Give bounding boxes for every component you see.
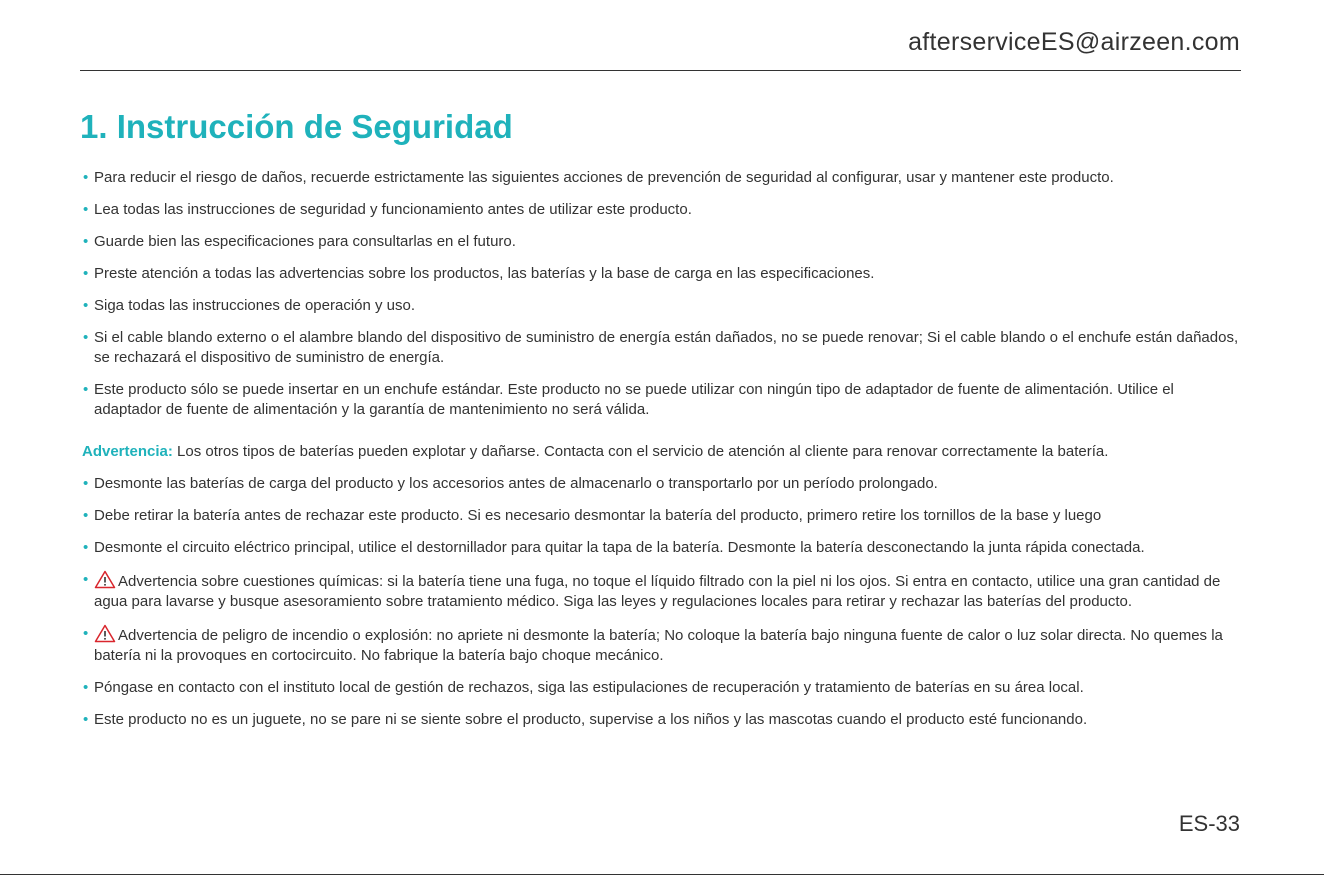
bullet: • — [83, 711, 89, 728]
list-item — [82, 168, 1242, 188]
list-item — [82, 264, 1242, 284]
list-item-text: Póngase en contacto con el instituto local de gestión de rechazos, siga las estipulaciones de recuperación y tratamiento de baterías en su área local. — [94, 679, 1084, 696]
bullet: • — [83, 265, 89, 282]
bullet: • — [83, 233, 89, 250]
bullet: • — [83, 571, 89, 588]
warning-text: Los otros tipos de baterías pueden explotar y dañarse. Contacta con el servicio de atención al cliente para renovar correctamente la batería. — [177, 443, 1109, 460]
header-rule — [80, 70, 1241, 71]
list-item — [82, 570, 1242, 612]
bullet: • — [83, 169, 89, 186]
list-item — [82, 474, 1242, 494]
list-item-text: Desmonte las baterías de carga del producto y los accesorios antes de almacenarlo o transportarlo por un período prolongado. — [94, 475, 938, 492]
footer-rule — [0, 874, 1324, 875]
list-item-text: Este producto no es un juguete, no se pare ni se siente sobre el producto, supervise a los niños y las mascotas cuando el producto esté funcionando. — [94, 711, 1088, 728]
list-item-text: Siga todas las instrucciones de operación y uso. — [94, 297, 416, 314]
warning-triangle-icon — [94, 570, 116, 589]
list-item-text: Desmonte el circuito eléctrico principal, utilice el destornillador para quitar la tapa de la batería. Desmonte la batería desconectando la junta rápida conectada. — [94, 539, 1145, 556]
bullet: • — [83, 329, 89, 346]
list-item — [82, 678, 1242, 698]
list-item — [82, 200, 1242, 220]
list-item-text: Si el cable blando externo o el alambre blando del dispositivo de suministro de energía están dañados, no se puede renovar; Si el cable blando o el enchufe están dañados, se rechazará el dispositivo de suministro de energía. — [94, 329, 1239, 366]
header-email: afterserviceES@airzeen.com — [908, 28, 1240, 56]
list-item-text: Debe retirar la batería antes de rechazar este producto. Si es necesario desmontar la batería del producto, primero retire los tornillos de la base y luego — [94, 507, 1102, 524]
bullet: • — [83, 679, 89, 696]
list-item-text: Lea todas las instrucciones de seguridad y funcionamiento antes de utilizar este producto. — [94, 201, 692, 218]
bullet: • — [83, 625, 89, 642]
list-item-text: Advertencia sobre cuestiones químicas: si la batería tiene una fuga, no toque el líquido filtrado con la piel ni los ojos. Si entra en contacto, utilice una gran cantidad de agua para lavarse y busque asesoramiento sobre tratamiento médico. Siga las leyes y regulaciones locales para retirar y rechazar las baterías del producto. — [94, 573, 1221, 610]
bullet: • — [83, 297, 89, 314]
page-title: 1. Instrucción de Seguridad — [80, 108, 513, 145]
list-item — [82, 624, 1242, 666]
warning-label: Advertencia: — [82, 443, 173, 460]
list-item — [82, 232, 1242, 252]
list-item — [82, 538, 1242, 558]
battery-list — [82, 474, 1242, 730]
bullet: • — [83, 539, 89, 556]
list-item-text: Para reducir el riesgo de daños, recuerde estrictamente las siguientes acciones de prevención de seguridad al configurar, usar y mantener este producto. — [94, 169, 1114, 186]
list-item-text: Preste atención a todas las advertencias sobre los productos, las baterías y la base de carga en las especificaciones. — [94, 265, 875, 282]
page-number: ES-33 — [1178, 811, 1240, 836]
list-item-text: Este producto sólo se puede insertar en un enchufe estándar. Este producto no se puede utilizar con ningún tipo de adaptador de fuente de alimentación. Utilice el adaptador de fuente de alimentación y la garantía de mantenimiento no será válida. — [94, 381, 1174, 418]
bullet: • — [83, 381, 89, 398]
list-item — [82, 296, 1242, 316]
warning-line — [82, 442, 1242, 462]
bullet: • — [83, 475, 89, 492]
bullet: • — [83, 201, 89, 218]
list-item — [82, 710, 1242, 730]
list-item — [82, 506, 1242, 526]
safety-list — [82, 168, 1242, 420]
list-item — [82, 328, 1242, 368]
content — [82, 168, 1242, 742]
list-item — [82, 380, 1242, 420]
bullet: • — [83, 507, 89, 524]
warning-triangle-icon — [94, 624, 116, 643]
list-item-text: Guarde bien las especificaciones para consultarlas en el futuro. — [94, 233, 516, 250]
list-item-text: Advertencia de peligro de incendio o explosión: no apriete ni desmonte la batería; No coloque la batería bajo ninguna fuente de calor o luz solar directa. No quemes la batería ni la provoques en cortocircuito. No fabrique la batería bajo choque mecánico. — [94, 627, 1223, 664]
